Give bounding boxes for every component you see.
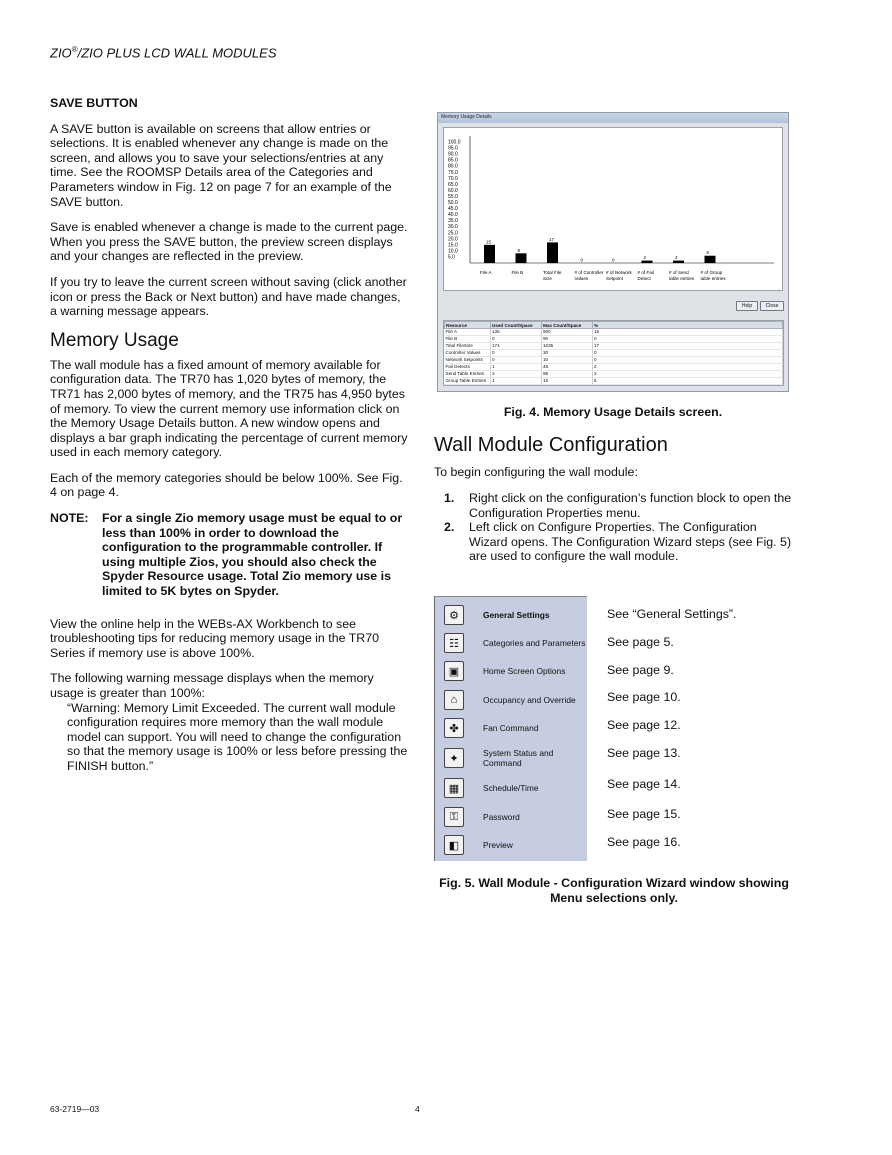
see-reference: See page 14. <box>607 777 681 791</box>
table-cell: 174 <box>491 343 542 350</box>
x-category-label: table entries <box>700 276 726 281</box>
table-cell: 30 <box>542 350 593 357</box>
table-cell: 15 <box>593 329 783 336</box>
menu-item-label: Fan Command <box>483 723 539 733</box>
table-cell: Total FileSize <box>445 343 491 350</box>
table-cell: 2 <box>593 371 783 378</box>
table-column-header[interactable]: Used Count/Space <box>491 322 542 329</box>
step-text: Right click on the configuration’s function block to open the Configuration Properties menu. <box>469 491 792 520</box>
y-tick-label: 95.0 <box>448 145 458 152</box>
table-cell: 0 <box>491 336 542 343</box>
table-cell: 1 <box>491 364 542 371</box>
fig5-caption: Fig. 5. Wall Module - Configuration Wizard window showing Menu selections only. <box>439 876 789 905</box>
left-column <box>50 96 408 785</box>
menu-item-system-status-and-command[interactable] <box>435 744 588 772</box>
memory-chart-panel <box>443 127 783 291</box>
help-button[interactable]: Help <box>736 301 758 311</box>
y-tick-label: 65.0 <box>448 181 458 188</box>
x-category-label: # of Controller <box>574 270 604 275</box>
bar-value-label: 17 <box>549 236 555 242</box>
table-row <box>445 350 783 357</box>
table-cell: 16 <box>542 378 593 385</box>
memory-paragraph-3: View the online help in the WEBs-AX Workbench to see troubleshooting tips for reducing memory usage in the TR70 Series if memory use is above 100%. <box>50 616 379 660</box>
x-category-label: Setpoint <box>606 276 623 281</box>
memory-bar <box>547 242 558 263</box>
save-paragraph-2: Save is enabled whenever a change is made to the current page. When you press the SAVE button, the preview screen displays and your changes are reflected in the preview. <box>50 220 408 264</box>
x-category-label: File B <box>511 270 524 275</box>
step-number: 2. <box>444 520 455 535</box>
y-tick-label: 25.0 <box>448 230 458 237</box>
y-tick-label: 100.0 <box>448 139 461 146</box>
menu-item-general-settings[interactable] <box>435 601 588 629</box>
table-row <box>445 357 783 364</box>
preview-icon: ◧ <box>444 835 464 855</box>
save-paragraph-1: A SAVE button is available on screens that allow entries or selections. It is enabled whenever any change is made on the screen, and allows you to save your selections/entries at any time. See the ROOMSP Details area of the Categories and Parameters window in Fig. 12 on page 7 for an example of the SAVE button. <box>50 121 392 209</box>
y-tick-label: 10.0 <box>448 248 458 255</box>
y-tick-label: 85.0 <box>448 157 458 164</box>
table-row <box>445 343 783 350</box>
x-category-label: Total File <box>543 270 562 275</box>
table-column-header[interactable]: Resource <box>445 322 491 329</box>
menu-item-label: Schedule/Time <box>483 783 539 793</box>
menu-item-password[interactable] <box>435 803 588 831</box>
y-tick-label: 35.0 <box>448 218 458 225</box>
y-tick-label: 30.0 <box>448 224 458 231</box>
general-settings-icon: ⚙ <box>444 605 464 625</box>
table-row <box>445 329 783 336</box>
note-text: For a single Zio memory usage must be equal to or less than 100% in order to download the configuration to the programmable controller. If using multiple Zios, you should also check the Spyder Resource usage. Total Zio memory use is limited to 5K bytes on Spyder. <box>102 511 403 599</box>
memory-paragraph-2: Each of the memory categories should be below 100%. See Fig. 4 on page 4. <box>50 470 403 500</box>
y-tick-label: 70.0 <box>448 175 458 182</box>
x-category-label: Size <box>543 276 552 281</box>
table-cell: 0 <box>491 350 542 357</box>
menu-item-categories-and-parameters[interactable] <box>435 629 588 657</box>
table-cell: 48 <box>542 364 593 371</box>
save-button-heading: SAVE BUTTON <box>50 96 138 110</box>
x-category-label: # of Send <box>669 270 689 275</box>
warning-quote: “Warning: Memory Limit Exceeded. The current wall module configuration requires more memory than the wall module model can support. You will need to change the configuration so that the memory usage is 100% or less before pressing the FINISH button.” <box>67 700 408 773</box>
y-tick-label: 20.0 <box>448 236 458 243</box>
system-status-icon: ✦ <box>444 748 464 768</box>
step-2 <box>444 520 794 564</box>
fig4-caption: Fig. 4. Memory Usage Details screen. <box>503 405 723 419</box>
table-row <box>445 336 783 343</box>
table-row <box>445 364 783 371</box>
menu-item-label: Categories and Parameters <box>483 638 586 648</box>
table-cell: File B <box>445 336 491 343</box>
x-category-label: Detect <box>637 276 651 281</box>
table-cell: 1035 <box>542 343 593 350</box>
table-row <box>445 378 783 385</box>
categories-icon: ☷ <box>444 633 464 653</box>
memory-bar-chart <box>444 128 782 290</box>
x-category-label: # of Fail <box>637 270 654 275</box>
wall-module-config-heading: Wall Module Configuration <box>434 434 668 456</box>
menu-item-label: Home Screen Options <box>483 666 566 676</box>
y-tick-label: 40.0 <box>448 212 458 219</box>
close-button[interactable]: Close <box>760 301 784 311</box>
table-header-row <box>445 322 783 329</box>
menu-item-label: Occupancy and Override <box>483 695 576 705</box>
bar-value-label: 2 <box>675 255 678 261</box>
y-tick-label: 90.0 <box>448 151 458 158</box>
memory-bar <box>673 261 684 263</box>
menu-item-fan-command[interactable] <box>435 714 588 742</box>
menu-item-label: General Settings <box>483 610 550 620</box>
save-paragraph-3: If you try to leave the current screen without saving (click another icon or press the Back or Next button) and have made changes, a warning message appears. <box>50 274 407 319</box>
table-column-header[interactable]: % <box>593 322 783 329</box>
bar-value-label: 8 <box>517 247 521 253</box>
table-cell: Fail Detects <box>445 364 491 371</box>
see-reference: See page 10. <box>607 690 681 704</box>
step-number: 1. <box>444 491 455 505</box>
memory-usage-heading: Memory Usage <box>50 329 179 351</box>
bar-value-label: 2 <box>643 255 647 261</box>
see-reference: See page 15. <box>607 807 681 821</box>
memory-bar <box>642 261 653 263</box>
see-reference: See “General Settings”. <box>607 607 737 621</box>
memory-bar <box>516 253 527 263</box>
password-icon: ⚿ <box>444 807 464 827</box>
running-header: ZIO®/ZIO PLUS LCD WALL MODULES <box>50 45 277 61</box>
table-cell: File A <box>445 329 491 336</box>
y-tick-label: 5.0 <box>448 254 455 261</box>
table-cell: 2 <box>491 371 542 378</box>
note-label: NOTE: <box>50 511 89 526</box>
table-cell: 2 <box>593 364 783 371</box>
table-cell: 136 <box>491 329 542 336</box>
bar-value-label: 15 <box>486 239 492 245</box>
memory-bar <box>484 245 495 263</box>
y-tick-label: 75.0 <box>448 169 458 176</box>
x-category-label: # of Network <box>606 270 632 275</box>
x-category-label: table entries <box>669 276 695 281</box>
see-reference: See page 9. <box>607 663 674 677</box>
occupancy-icon: ⌂ <box>444 690 464 710</box>
table-cell: Controller Values <box>445 350 491 357</box>
window-title: Memory Usage Details <box>438 113 788 123</box>
y-tick-label: 80.0 <box>448 163 458 170</box>
y-tick-label: 60.0 <box>448 187 458 194</box>
table-cell: 17 <box>593 343 783 350</box>
memory-paragraph-1: The wall module has a fixed amount of memory available for configuration data. The TR70 has 1,020 bytes of memory, the TR71 has 2,000 bytes of memory, and the TR75 has 4,950 bytes of memory. To view the current memory use information click on the Memory Usage Details button. A new window opens and displays a bar graph indicating the percentage of current memory used in each memory category. <box>50 357 408 460</box>
memory-paragraph-4: The following warning message displays when the memory usage is greater than 100%: <box>50 671 374 700</box>
bar-value-label: 0 <box>612 257 615 263</box>
table-column-header[interactable]: Max Count/Space <box>542 322 593 329</box>
memory-bar <box>705 256 716 263</box>
table-cell: 0 <box>593 336 783 343</box>
table-cell: 0 <box>593 350 783 357</box>
see-reference: See page 12. <box>607 718 681 732</box>
y-tick-label: 45.0 <box>448 206 458 213</box>
step-text: Left click on Configure Properties. The Configuration Wizard opens. The Configuration Wizard steps (see Fig. 5) are used to configure the wall module. <box>469 520 792 564</box>
step-1 <box>444 491 794 520</box>
table-cell: 1 <box>491 378 542 385</box>
see-reference: See page 16. <box>607 835 681 849</box>
table-cell: Network Setpoints <box>445 357 491 364</box>
table-cell: 96 <box>542 371 593 378</box>
fan-icon: ✤ <box>444 718 464 738</box>
table-cell: 90 <box>542 336 593 343</box>
menu-item-label: System Status and Command <box>483 748 554 768</box>
y-tick-label: 15.0 <box>448 242 458 249</box>
menu-item-occupancy-and-override[interactable] <box>435 686 588 714</box>
menu-item-preview[interactable] <box>435 831 588 859</box>
menu-item-label: Password <box>483 812 520 822</box>
see-reference: See page 5. <box>607 635 674 649</box>
x-category-label: File A <box>480 270 492 275</box>
y-tick-label: 50.0 <box>448 200 458 206</box>
table-cell: Send Table Entries <box>445 371 491 378</box>
bar-value-label: 6 <box>706 250 710 256</box>
config-wizard-menu <box>434 596 587 861</box>
home-screen-icon: ▣ <box>444 661 464 681</box>
bar-value-label: 0 <box>580 257 584 263</box>
table-cell: 0 <box>491 357 542 364</box>
schedule-icon: ▦ <box>444 778 464 798</box>
table-cell: 0 <box>593 357 783 364</box>
table-cell: Group Table Entries <box>445 378 491 385</box>
table-cell: 10 <box>542 357 593 364</box>
menu-item-home-screen-options[interactable] <box>435 657 588 685</box>
table-row <box>445 371 783 378</box>
see-reference: See page 13. <box>607 746 681 760</box>
y-tick-label: 55.0 <box>448 193 458 200</box>
document-number: 63-2719—03 <box>50 1104 100 1114</box>
memory-table <box>443 320 784 386</box>
config-steps <box>444 491 794 564</box>
wall-module-config-intro: To begin configuring the wall module: <box>434 465 638 479</box>
memory-note <box>50 511 408 599</box>
table-cell: 900 <box>542 329 593 336</box>
x-category-label: # of Group <box>700 270 723 275</box>
x-category-label: Values <box>574 276 589 281</box>
page-number: 4 <box>415 1104 420 1114</box>
menu-item-label: Preview <box>483 840 513 850</box>
table-cell: 6 <box>593 378 783 385</box>
menu-item-schedule-time[interactable] <box>435 774 588 802</box>
memory-usage-window <box>437 112 789 392</box>
